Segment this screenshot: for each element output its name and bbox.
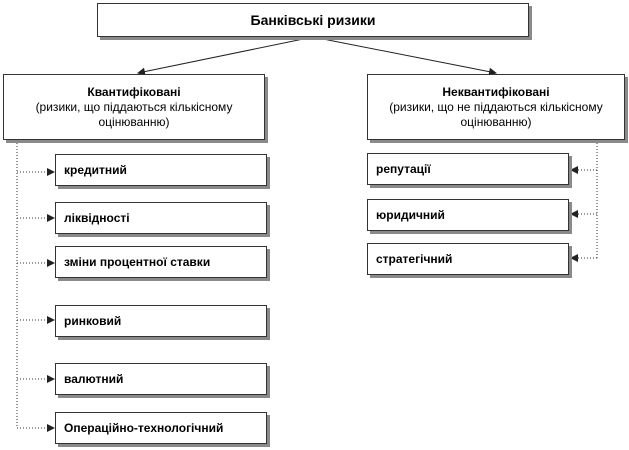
- risk-currency: валютний: [55, 363, 267, 395]
- risk-credit: кредитний: [55, 154, 267, 186]
- unquantified-description: (ризики, що не піддаються кількісному оцінюванню): [389, 99, 603, 129]
- quantified-description: (ризики, що піддаються кількісному оцінюванню): [35, 99, 233, 129]
- risk-operational-technological: Операційно-технологічний: [55, 412, 267, 444]
- risk-market: ринковий: [55, 305, 267, 337]
- risk-strategic: стратегічний: [367, 243, 569, 275]
- quantified-risks-box: [3, 74, 265, 140]
- risk-liquidity: ліквідності: [55, 202, 267, 234]
- unquantified-heading: Неквантифіковані: [442, 84, 550, 99]
- arrow-title-to-quantified: [138, 37, 313, 73]
- quantified-heading: Квантифіковані: [87, 84, 181, 99]
- unquantified-risks-box: [367, 74, 625, 140]
- arrow-title-to-unquantified: [313, 37, 496, 73]
- diagram-title: Банківські ризики: [97, 3, 529, 37]
- risk-legal: юридичний: [367, 199, 569, 231]
- risk-interest-rate: зміни процентної ставки: [55, 246, 267, 278]
- risk-reputation: репутації: [367, 153, 569, 185]
